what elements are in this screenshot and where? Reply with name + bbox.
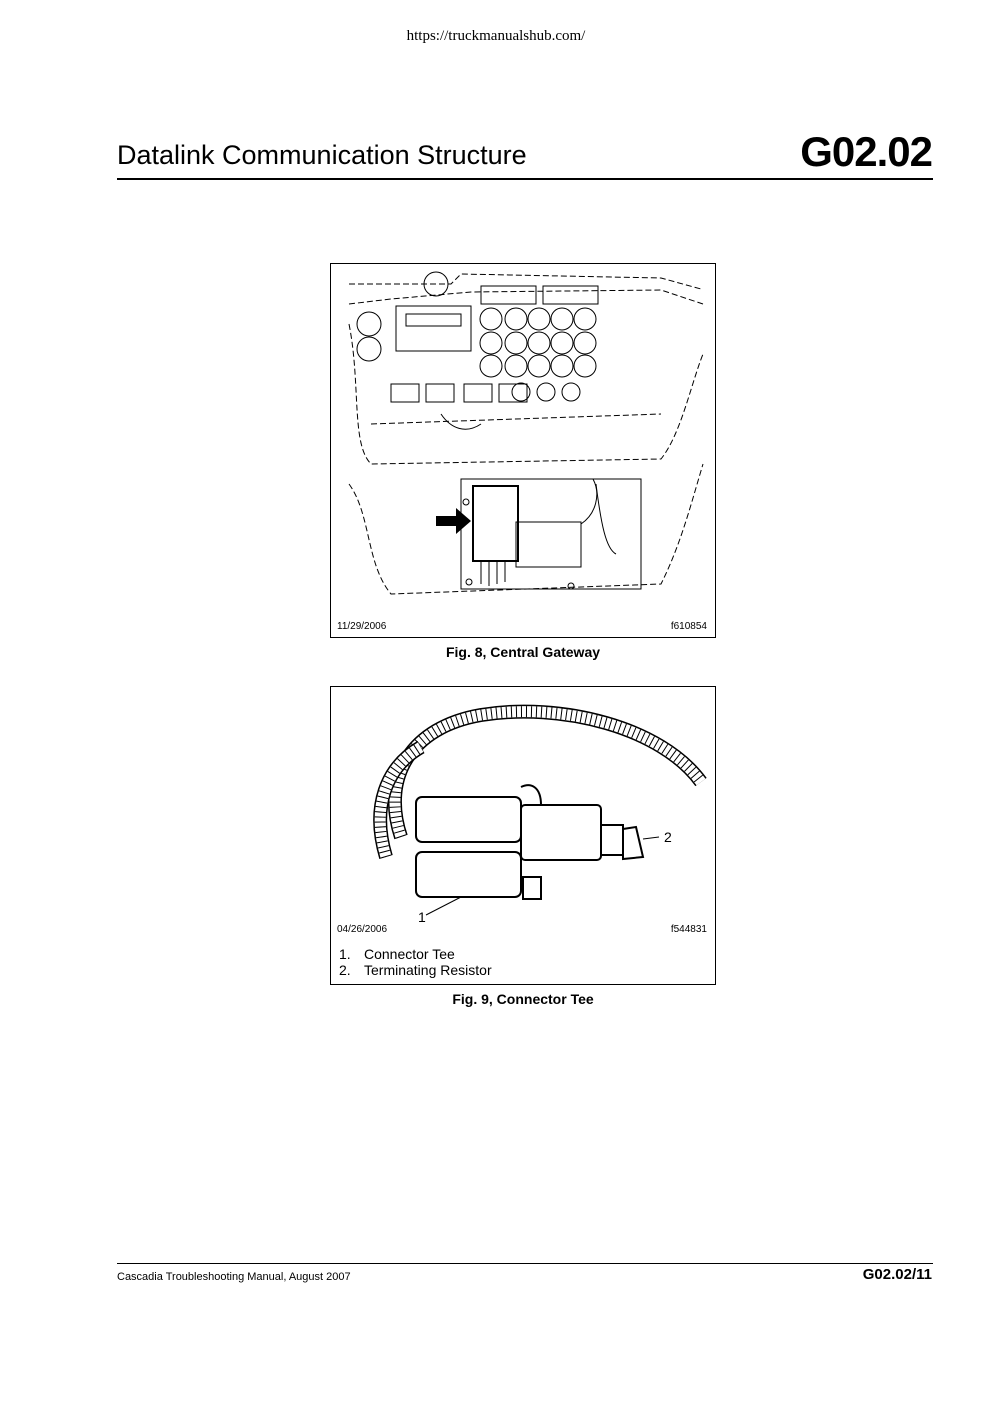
footer-manual-title: Cascadia Troubleshooting Manual, August 2007 <box>117 1271 351 1283</box>
figure-caption: Fig. 9, Connector Tee <box>452 991 594 1007</box>
figure-id: f544831 <box>670 924 707 935</box>
legend-item: 1. Connector Tee <box>339 946 455 962</box>
section-code: G02.02 <box>800 128 932 175</box>
callout-1: 1 <box>418 909 426 925</box>
figure-date: 04/26/2006 <box>337 924 388 935</box>
figure-connector-tee <box>330 686 716 985</box>
footer-rule <box>117 1263 933 1264</box>
figure-caption: Fig. 8, Central Gateway <box>445 644 601 660</box>
legend-item: 2. Terminating Resistor <box>339 962 492 978</box>
figure-date: 11/29/2006 <box>337 621 387 632</box>
page-title: Datalink Communication Structure <box>117 140 527 170</box>
source-url[interactable]: https://truckmanualshub.com/ <box>406 28 586 44</box>
connector-tee-illustration <box>331 687 715 927</box>
header-rule <box>117 178 933 180</box>
figure-central-gateway <box>330 263 716 638</box>
figure-legend <box>339 946 492 978</box>
dashboard-illustration <box>331 264 715 614</box>
footer-page-number: G02.02/11 <box>862 1266 932 1283</box>
figure-id: f610854 <box>670 621 707 632</box>
callout-2: 2 <box>664 829 672 845</box>
